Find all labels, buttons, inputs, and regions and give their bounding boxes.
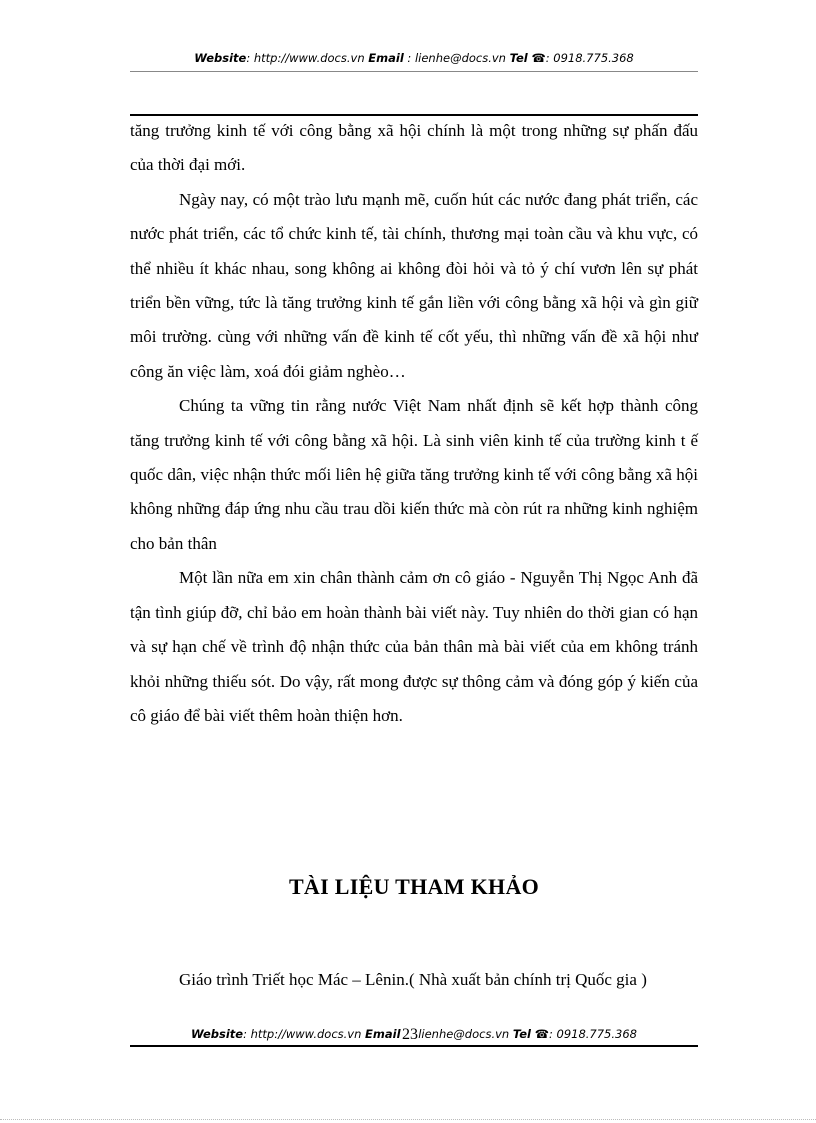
footer-divider — [130, 1045, 698, 1047]
phone-icon: ☎ — [531, 51, 546, 65]
page-break-line — [0, 1119, 816, 1120]
section-title: TÀI LIỆU THAM KHẢO — [288, 874, 540, 899]
page-number: 23 — [402, 1026, 418, 1043]
header-divider — [130, 71, 698, 72]
footer-email-value: lienhe@docs.vn — [418, 1027, 510, 1041]
paragraph-2: Ngày nay, có một trào lưu mạnh mẽ, cuốn hút các nước đang phát triển, các nước phát triển, các tổ chức kinh tế, tài chính, thương mại toàn cầu và khu vực, có thể nhiều ít khác nhau, song không ai không đòi hỏi và tỏ ý chí vươn lên sự phát triển bền vững, tức là tăng trưởng kinh tế gắn liền với công bằng xã hội và gìn giữ môi trường. cùng với những vấn đề kinh tế cốt yếu, thì những vấn đề xã hội như công ăn việc làm, xoá đói giảm nghèo… — [130, 189, 698, 381]
header-website-label: Website — [194, 51, 247, 65]
header-website-value: : http://www.docs.vn — [246, 51, 365, 65]
page-header — [130, 51, 698, 65]
header-tel-label: Tel — [509, 51, 528, 65]
paragraph-3: Chúng ta vững tin rằng nước Việt Nam nhất định sẽ kết hợp thành công tăng trưởng kinh tế với công bằng xã hội. Là sinh viên kinh tế của trường kinh t ế quốc dân, việc nhận thức mối liên hệ giữa tăng trưởng kinh tế với công bằng xã hội không những đáp ứng nhu cầu trau dồi kiến thức mà còn rút ra những kinh nghiệm cho bản thân — [130, 396, 698, 553]
footer-website-label: Website — [191, 1027, 244, 1041]
header-tel-value: : 0918.775.368 — [545, 51, 634, 65]
footer-email-label: Email — [365, 1027, 401, 1041]
header-email-value: : lienhe@docs.vn — [407, 51, 506, 65]
footer-website-value: : http://www.docs.vn — [243, 1027, 362, 1041]
phone-icon: ☎ — [534, 1027, 549, 1041]
paragraph-1: tăng trưởng kinh tế với công bằng xã hội chính là một trong những sự phấn đấu của thời đại mới. — [130, 121, 698, 175]
document-body — [130, 114, 698, 733]
header-email-label: Email — [368, 51, 404, 65]
paragraph-4: Một lần nữa em xin chân thành cảm ơn cô giáo - Nguyễn Thị Ngọc Anh đã tận tình giúp đỡ, chỉ bảo em hoàn thành bài viết này. Tuy nhiên do thời gian có hạn và sự hạn chế về trình độ nhận thức của bản thân mà bài viết của em không tránh khỏi những thiếu sót. Do vậy, rất mong được sự thông cảm và đóng góp ý kiến của cô giáo để bài viết thêm hoàn thiện hơn. — [130, 568, 698, 725]
footer-tel-label: Tel — [512, 1027, 531, 1041]
reference-item: Giáo trình Triết học Mác – Lênin.( Nhà xuất bản chính trị Quốc gia ) — [179, 970, 647, 989]
footer-tel-value: : 0918.775.368 — [548, 1027, 637, 1041]
